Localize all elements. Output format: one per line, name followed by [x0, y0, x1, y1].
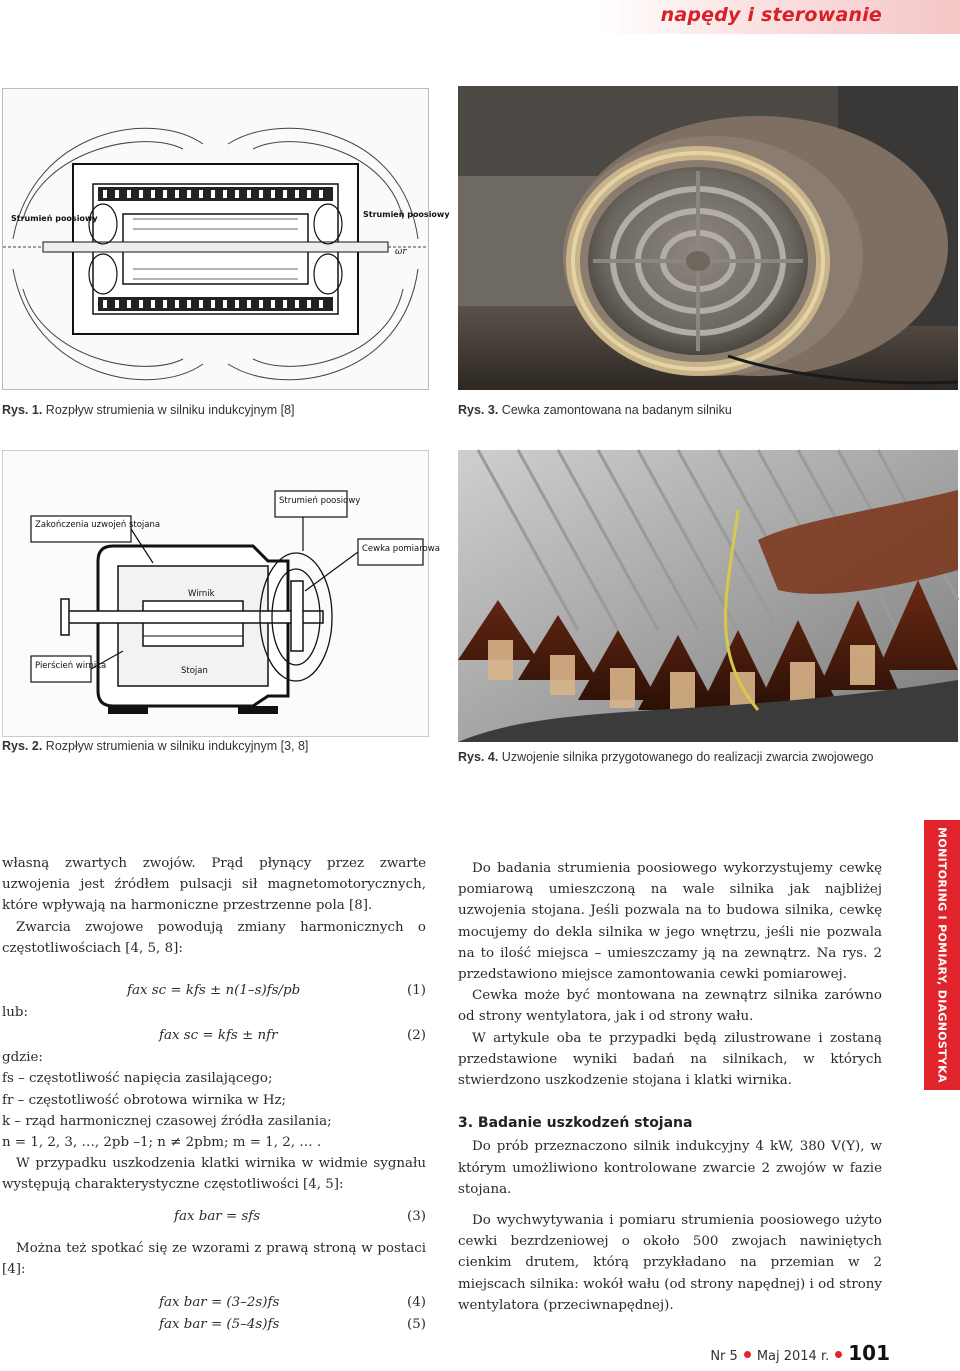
- right-paragraph-2: Cewka może być montowana na zewnątrz silnika zarówno od strony wentylatora, jak i od strony wału.: [458, 988, 882, 1025]
- label-rotor: Wirnik: [188, 589, 215, 599]
- definition-k: k – rząd harmonicznej czasowej źródła zasilania;: [2, 1113, 332, 1129]
- left-paragraph-1: własną zwartych zwojów. Prąd płynący przez zwarte uzwojenia jest źródłem pulsacji sił magnetomotorycznych, które wpływają na harmoniczne przestrzenne pola [8].: [2, 856, 426, 914]
- equation-5-text: fax bar = (5–4s)fs: [159, 1317, 280, 1333]
- figure-2-caption: [2, 737, 422, 755]
- figure-1: [2, 88, 450, 390]
- equation-2-text: fax sc = kfs ± nfr: [159, 1028, 278, 1044]
- footer-date: Maj 2014 r.: [756, 1349, 830, 1364]
- figure-3-photo: [458, 86, 958, 390]
- figure-4-photo: [458, 450, 958, 742]
- equation-4: [2, 1292, 426, 1314]
- figure-4-caption-text: Uzwojenie silnika przygotowanego do realizacji zwarcia zwojowego: [501, 750, 874, 764]
- figure-4-caption: [458, 748, 938, 766]
- label-ring: Pierścień wirnika: [35, 661, 107, 671]
- right-paragraph-4: Do prób przeznaczono silnik indukcyjny 4 kW, 380 V(Y), w którym umożliwiono kontrolowane zwarcie 2 zwojów w fazie stojana.: [458, 1139, 882, 1197]
- omega-label: ωr: [395, 247, 407, 257]
- equation-3-text: fax bar = sfs: [174, 1208, 261, 1224]
- gdzie-label: gdzie:: [2, 1050, 43, 1066]
- equation-1: [2, 980, 426, 1002]
- label-flux: Strumień poosiowy: [279, 496, 361, 506]
- equation-5-number: (5): [407, 1317, 426, 1333]
- flux-diagram-2: [3, 451, 440, 736]
- definition-fs: fs – częstotliwość napięcia zasilającego;: [2, 1071, 273, 1087]
- equation-1-text: fax sc = kfs ± n(1–s)fs/pb: [127, 983, 301, 999]
- figure-1-caption-text: Rozpływ strumienia w silniku indukcyjnym [8]: [45, 403, 295, 417]
- definition-fr: fr – częstotliwość obrotowa wirnika w Hz;: [2, 1092, 287, 1108]
- figure-1-caption: [2, 401, 422, 419]
- figure-3-caption: [458, 401, 938, 419]
- footer-dot: [744, 1351, 751, 1358]
- left-paragraph-2: Zwarcia zwojowe powodują zmiany harmonicznych o częstotliwościach [4, 5, 8]:: [2, 919, 426, 956]
- equation-2: [2, 1025, 426, 1047]
- flux-label-left: Strumień poosiowy: [11, 214, 98, 223]
- page-footer: [710, 1341, 890, 1365]
- right-column: [458, 858, 882, 1316]
- section-tab: [924, 820, 960, 1090]
- equation-1-number: (1): [407, 983, 426, 999]
- figure-4-ref: Rys. 4.: [458, 750, 499, 764]
- right-paragraph-1: Do badania strumienia poosiowego wykorzystujemy cewkę pomiarową umieszczoną na wale silnika jak najbliżej uzwojenia stojana. Jeśli pozwala na to budowa silnika, cewkę mocujemy do dekla silnika w jego wnętrzu, jeśli nie pozwala na to ilość miejsca – umieszczamy ją na zewnątrz. Na rys. 2 przedstawiono miejsce zamontowania cewki pomiarowej.: [458, 861, 882, 983]
- label-endings: Zakończenia uzwojeń stojana: [35, 520, 161, 530]
- equation-3-number: (3): [407, 1208, 426, 1224]
- figure-2-caption-text: Rozpływ strumienia w silniku indukcyjnym [3, 8]: [45, 739, 309, 753]
- lub-label: lub:: [2, 1005, 28, 1021]
- figure-3-ref: Rys. 3.: [458, 403, 499, 417]
- stator-winding-photo: [458, 450, 958, 742]
- motor-coil-photo: [458, 86, 958, 390]
- left-paragraph-3: W przypadku uszkodzenia klatki wirnika w widmie sygnału występują charakterystyczne częstotliwości [4, 5]:: [2, 1156, 426, 1193]
- section-tab-label: MONITORING I POMIARY, DIAGNOSTYKA: [935, 827, 949, 1083]
- right-paragraph-3: W artykule oba te przypadki będą zilustrowane i zostaną przedstawione wyniki badań na silnikach, w których stwierdzono uszkodzenie stojana i klatki wirnika.: [458, 1030, 882, 1089]
- header-title: napędy i sterowanie: [660, 4, 882, 26]
- label-coil: Cewka pomiarowa: [362, 544, 440, 554]
- label-stator: Stojan: [181, 666, 208, 676]
- left-column: [2, 853, 426, 1336]
- figure-2-ref: Rys. 2.: [2, 739, 43, 753]
- left-paragraph-4: Można też spotkać się ze wzorami z prawą stroną w postaci [4]:: [2, 1240, 426, 1277]
- equation-4-number: (4): [407, 1295, 426, 1311]
- figure-3-caption-text: Cewka zamontowana na badanym silniku: [501, 403, 732, 417]
- footer-issue: Nr 5: [710, 1349, 738, 1364]
- section-heading: 3. Badanie uszkodzeń stojana: [458, 1115, 693, 1132]
- definition-n: n = 1, 2, 3, …, 2pb –1; n ≠ 2pbm; m = 1, 2, … .: [2, 1135, 322, 1151]
- footer-dot: [835, 1351, 842, 1358]
- figure-1-ref: Rys. 1.: [2, 403, 43, 417]
- equation-2-number: (2): [407, 1028, 426, 1044]
- equation-4-text: fax bar = (3–2s)fs: [159, 1295, 280, 1311]
- flux-diagram-1: [3, 89, 450, 389]
- figure-2: [2, 450, 440, 737]
- right-paragraph-5: Do wychwytywania i pomiaru strumienia poosiowego użyto cewki bezrdzeniowej o około 500 zwojach nawiniętych cienkim drutem, którą przykładano na przemian w 2 miejscach silnika: wokół wału (od strony napędnej) i od strony wentylatora (przeciwnapędnej).: [458, 1213, 882, 1313]
- equation-3: [2, 1206, 426, 1228]
- flux-label-right: Strumień poosiowy: [363, 210, 450, 219]
- equation-5: [2, 1314, 426, 1336]
- page-number: 101: [848, 1341, 890, 1365]
